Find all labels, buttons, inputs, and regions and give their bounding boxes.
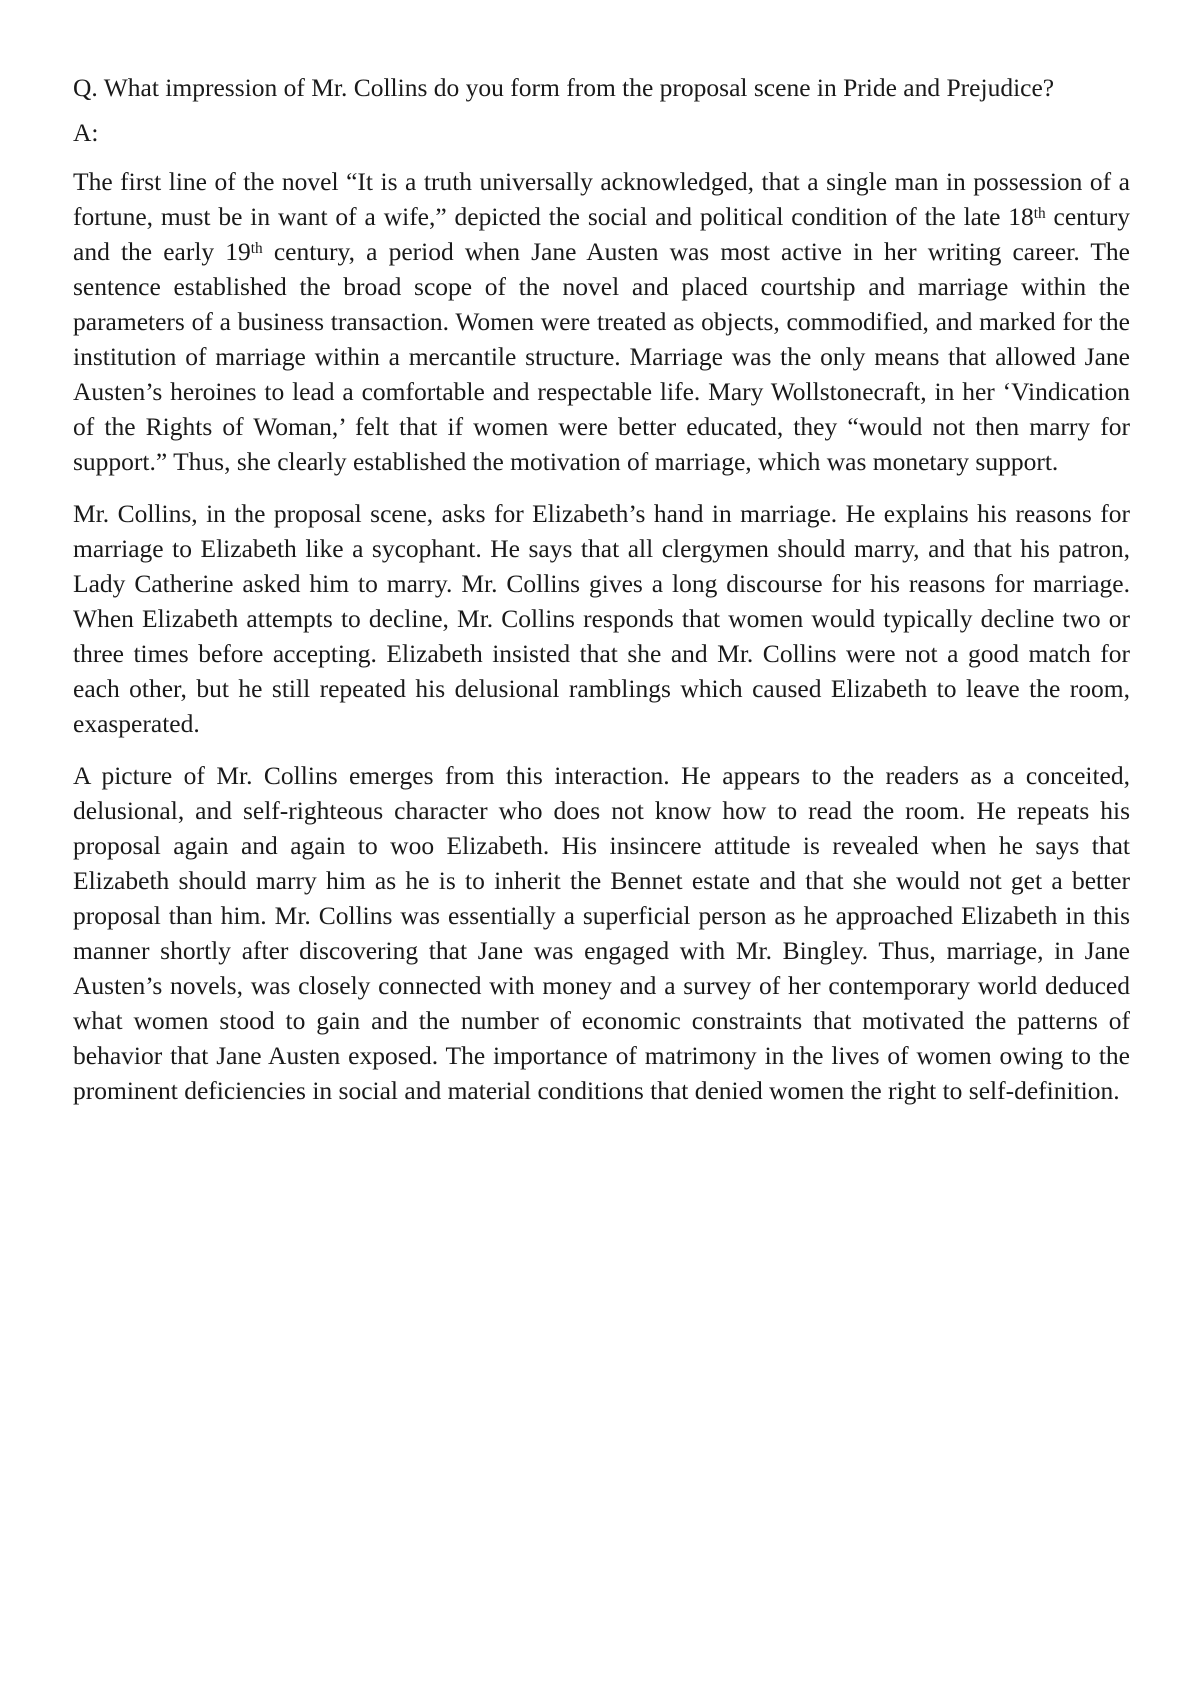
superscript-th-1: th [1033,205,1046,223]
document-page [73,70,1130,1125]
paragraph-intro [73,164,1130,479]
answer-label: A: [73,118,99,147]
paragraph-intro-part-3: century, a period when Jane Austen was most active in her writing career. The sentence established the broad scope of the novel and placed courtship and marriage within the parameters of a business transaction. Women were treated as objects, commodified, and marked for the institution of marriage within a mercantile structure. Marriage was the only means that allowed Jane Austen’s heroines to lead a comfortable and respectable life. Mary Wollstonecraft, in her ‘Vindication of the Rights of Woman,’ felt that if women were better educated, they “would not then marry for support.” Thus, she clearly established the motivation of marriage, which was monetary support. [73,237,1130,476]
paragraph-proposal-scene: Mr. Collins, in the proposal scene, asks for Elizabeth’s hand in marriage. He explains his reasons for marriage to Elizabeth like a sycophant. He says that all clergymen should marry, and that his patron, Lady Catherine asked him to marry. Mr. Collins gives a long discourse for his reasons for marriage. When Elizabeth attempts to decline, Mr. Collins responds that women would typically decline two or three times before accepting. Elizabeth insisted that she and Mr. Collins were not a good match for each other, but he still repeated his delusional ramblings which caused Elizabeth to leave the room, exasperated. [73,499,1130,738]
paragraph-intro-part-2: century and the early 19 [73,202,1131,266]
superscript-th-2: th [250,240,263,258]
paragraph-character-analysis: A picture of Mr. Collins emerges from this interaction. He appears to the readers as a conceited, delusional, and self-righteous character who does not know how to read the room. He repeats his proposal again and again to woo Elizabeth. His insincere attitude is revealed when he says that Elizabeth should marry him as he is to inherit the Bennet estate and that she would not get a better proposal than him. Mr. Collins was essentially a superficial person as he approached Elizabeth in this manner shortly after discovering that Jane was engaged with Mr. Bingley. Thus, marriage, in Jane Austen’s novels, was closely connected with money and a survey of her contemporary world deduced what women stood to gain and the number of economic constraints that motivated the patterns of behavior that Jane Austen exposed. The importance of matrimony in the lives of women owing to the prominent deficiencies in social and material conditions that denied women the right to self-definition. [73,761,1130,1105]
question-text: Q. What impression of Mr. Collins do you form from the proposal scene in Pride and Prejudice? [73,73,1055,102]
paragraph-intro-part-1: The first line of the novel “It is a truth universally acknowledged, that a single man in possession of a fortune, must be in want of a wife,” depicted the social and political condition of the late 18 [73,167,1130,231]
